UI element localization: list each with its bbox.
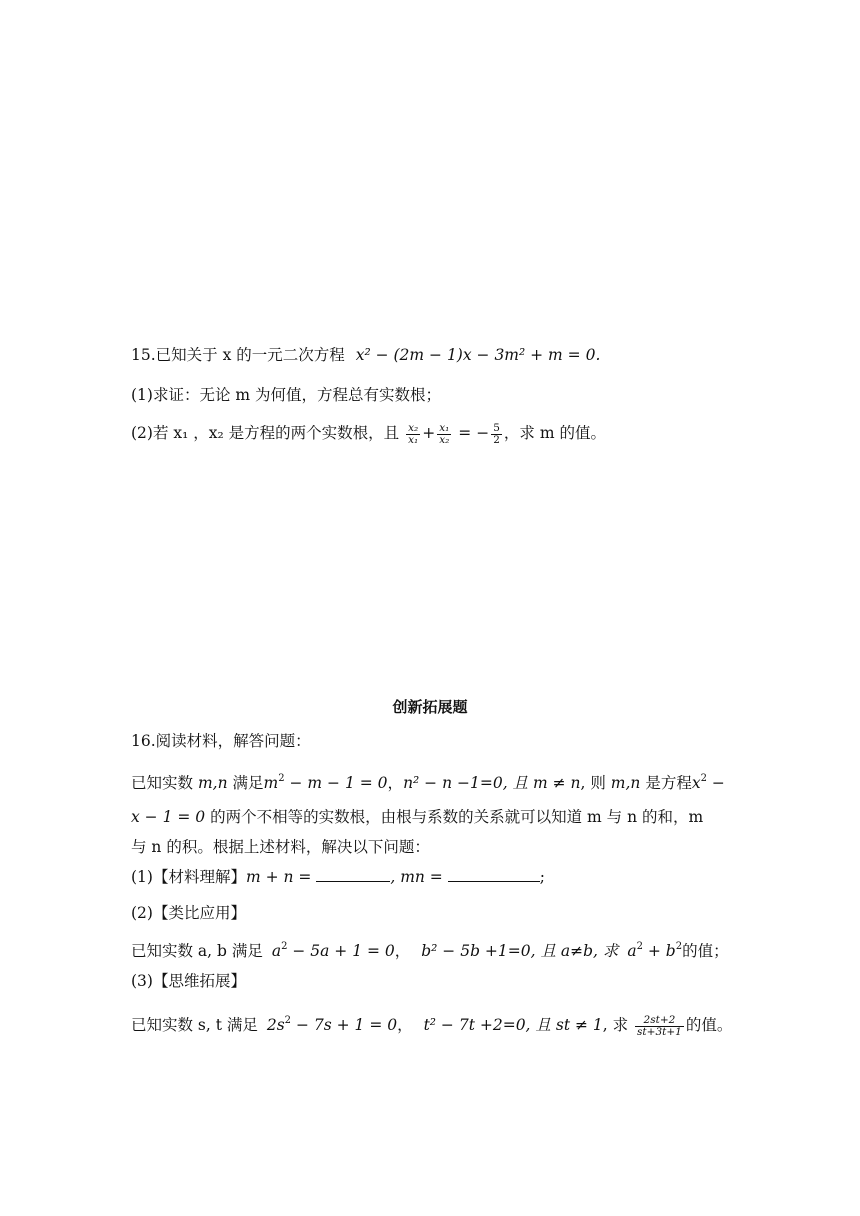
q16-line1-c: n² − n −1=0, 且 xyxy=(403,774,529,792)
q16-line1: 已知实数 m,n 满足$m^2 - m - 1 = 0$，n² − n −1=0, 且 m ≠ n, 则 m,n 是方程$x^2$ − xyxy=(131,773,725,792)
q16-line1-a: 已知实数 xyxy=(131,774,194,792)
answer-blank-sum[interactable] xyxy=(316,866,390,882)
q15-part1: (1)求证：无论 m 为何值，方程总有实数根； xyxy=(131,386,442,404)
q16-part3-text-c: , 求 xyxy=(602,1016,629,1034)
fraction-5-over-2: $\frac{5}{2}$ xyxy=(493,421,500,446)
q16-line1-b: 满足 xyxy=(232,774,264,792)
q15-stem xyxy=(131,344,600,366)
q16-part1: (1)【材料理解】m + n = , mn = ; xyxy=(131,868,545,886)
answer-blank-product[interactable] xyxy=(448,866,540,882)
q16-intro-text: 阅读材料，解答问题： xyxy=(155,732,311,750)
q16-part2-text-a: 已知实数 a, b 满足 xyxy=(131,942,263,960)
fraction-st-expression: $\frac{2st+2}{st+3t+1}$ xyxy=(637,1013,682,1038)
q15-part2: (2)若 x₁ ，x₂ 是方程的两个实数根，且 $\frac{\text{x₂}}{\text{x₁}}$ + $\frac{\text{x₁}}{\text{x₂}}$ = − $\frac{5}{2}$ ，求 m 的值。 xyxy=(131,421,606,446)
q16-part2-text: 已知实数 a, b 满足 $a^2 - 5a + 1 = 0$， b² − 5b +1=0, 且 a≠b, 求 $a^2 + b^2$的值； xyxy=(131,941,729,960)
q16-line2-a: 的两个不相等的实数根，由根与系数的关系就可以知道 m 与 n 的和，m xyxy=(210,808,704,826)
q16-number: 16. xyxy=(131,732,156,750)
q16-part1-label: (1)【材料理解】 xyxy=(131,868,246,886)
q15-intro: 已知关于 x 的一元二次方程 xyxy=(155,346,345,364)
q16-line3: 与 n 的积。根据上述材料，解决以下问题： xyxy=(131,838,430,856)
q16-part3-text-a: 已知实数 s, t 满足 xyxy=(131,1016,258,1034)
q15-part2-suffix: ，求 m 的值。 xyxy=(503,424,606,442)
q16-part3-label: (3)【思维拓展】 xyxy=(131,972,246,990)
q16-part2-text-b: b² − 5b +1=0, 且 a≠b, 求 xyxy=(421,942,619,960)
q16-part2-label: (2)【类比应用】 xyxy=(131,904,246,922)
section-title: 创新拓展题 xyxy=(392,698,468,716)
q16-part2-text-c: 的值； xyxy=(682,942,729,960)
fraction-x2-over-x1: $\frac{\text{x₂}}{\text{x₁}}$ xyxy=(408,421,419,446)
fraction-x1-over-x2: $\frac{\text{x₁}}{\text{x₂}}$ xyxy=(439,421,450,446)
q16-line2: x − 1 = 0 的两个不相等的实数根，由根与系数的关系就可以知道 m 与 n 的和，m xyxy=(131,808,704,826)
q16-part3-text-b: t² − 7t +2=0, 且 xyxy=(423,1016,551,1034)
q16-intro xyxy=(131,730,311,752)
q16-part3-text-d: 的值。 xyxy=(685,1016,733,1034)
q15-equation: x² − (2m − 1)x − 3m² + m = 0. xyxy=(355,346,601,364)
q16-line1-e: 是方程 xyxy=(645,774,692,792)
q15-part2-prefix: (2)若 x₁ ，x₂ 是方程的两个实数根，且 xyxy=(131,424,400,442)
q16-part3-text: 已知实数 s, t 满足 $2s^2 - 7s + 1 = 0$， t² − 7t +2=0, 且 st ≠ 1, 求 $\frac{2st+2}{st+3t+1}$ 的值。 xyxy=(131,1013,733,1038)
q15-number: 15. xyxy=(131,346,156,364)
q16-line1-d: , 则 xyxy=(580,774,606,792)
